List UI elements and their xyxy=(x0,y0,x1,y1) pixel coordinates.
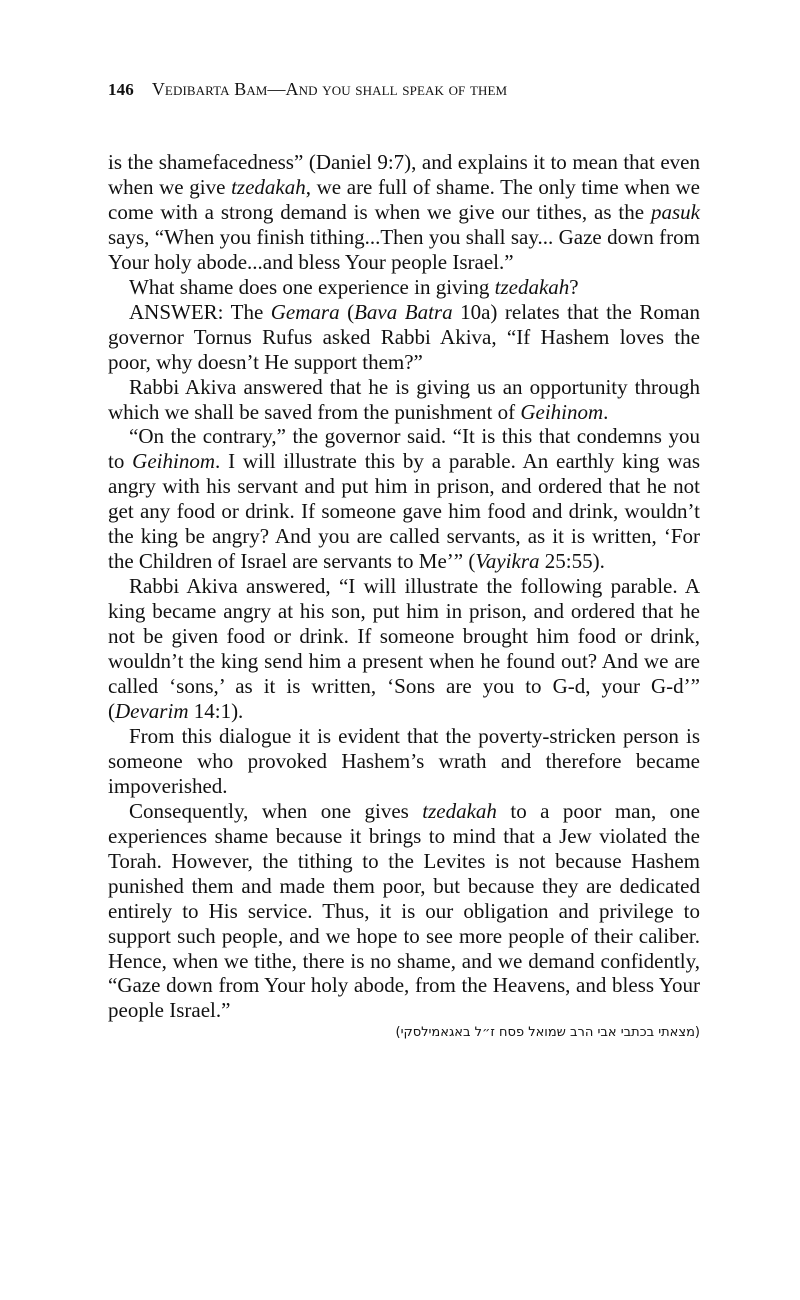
italic-term: Vayikra xyxy=(475,549,540,574)
italic-term: Bava Batra xyxy=(354,299,453,324)
italic-term: Devarim xyxy=(115,698,189,723)
italic-term: Gemara xyxy=(270,299,340,324)
running-title: Vedibarta Bam—And you shall speak of them xyxy=(151,79,508,99)
italic-term: tzedakah xyxy=(422,798,497,823)
paragraph: Rabbi Akiva answered that he is giving us an opportunity through which we shall be saved from the punishment of Geihinom. xyxy=(108,374,700,424)
page-number: 146 xyxy=(108,80,134,99)
hebrew-source-note: (מצאתי בכתבי אבי הרב שמואל פסח ז״ל באגאמילסקי) xyxy=(395,1025,700,1041)
paragraph: Rabbi Akiva answered, “I will illustrate the following parable. A king became angry at his son, put him in prison, and ordered that he not be given food or drink. If someone brought him food or drink, wouldn’t the king send him a present when he found out? And we are called ‘sons,’ as it is written, ‘Sons are you to G-d, your G-d’” (Devarim 14:1). xyxy=(108,574,700,723)
running-header xyxy=(108,74,700,104)
italic-term: Geihinom xyxy=(132,449,215,474)
paragraph: “On the contrary,” the governor said. “It is this that condemns you to Geihinom. I will illustrate this by a parable. An earthly king was angry with his servant and put him in prison, and ordered that he not get any food or drink. If someone gave him food and drink, wouldn’t the king be angry? And you are called servants, as it is written, ‘For the Children of Israel are servants to Me’” (Vayikra 25:55). xyxy=(108,424,700,574)
paragraph: ANSWER: The Gemara (Bava Batra 10a) relates that the Roman governor Tornus Rufus asked Rabbi Akiva, “If Hashem loves the poor, why doesn’t He support them?” xyxy=(108,299,700,374)
paragraph: From this dialogue it is evident that the poverty-stricken person is someone who provoked Hashem’s wrath and therefore became impoverished. xyxy=(108,723,700,798)
italic-term: pasuk xyxy=(651,199,700,224)
italic-term: tzedakah xyxy=(231,174,306,199)
book-page xyxy=(108,74,700,1041)
body-text xyxy=(108,150,700,1023)
italic-term: tzedakah xyxy=(494,274,570,299)
paragraph: Consequently, when one gives tzedakah to a poor man, one experiences shame because it brings to mind that a Jew violated the Torah. However, the tithing to the Levites is not because Hashem punished them and made them poor, but because they are dedicated entirely to His service. Thus, it is our obligation and privilege to support such people, and we hope to see more people of their caliber. Hence, when we tithe, there is no shame, and we demand confidently, “Gaze down from Your holy abode, from the Heavens, and bless Your people Israel.” xyxy=(108,798,701,1023)
paragraph: is the shamefacedness” (Daniel 9:7), and explains it to mean that even when we give tzedakah, we are full of shame. The only time when we come with a strong demand is when we give our tithes, as the pasuk says, “When you finish tithing...Then you shall say... Gaze down from Your holy abode...and bless Your people Israel.” xyxy=(108,150,700,274)
paragraph: What shame does one experience in giving tzedakah? xyxy=(129,274,579,299)
italic-term: Geihinom xyxy=(520,399,604,424)
